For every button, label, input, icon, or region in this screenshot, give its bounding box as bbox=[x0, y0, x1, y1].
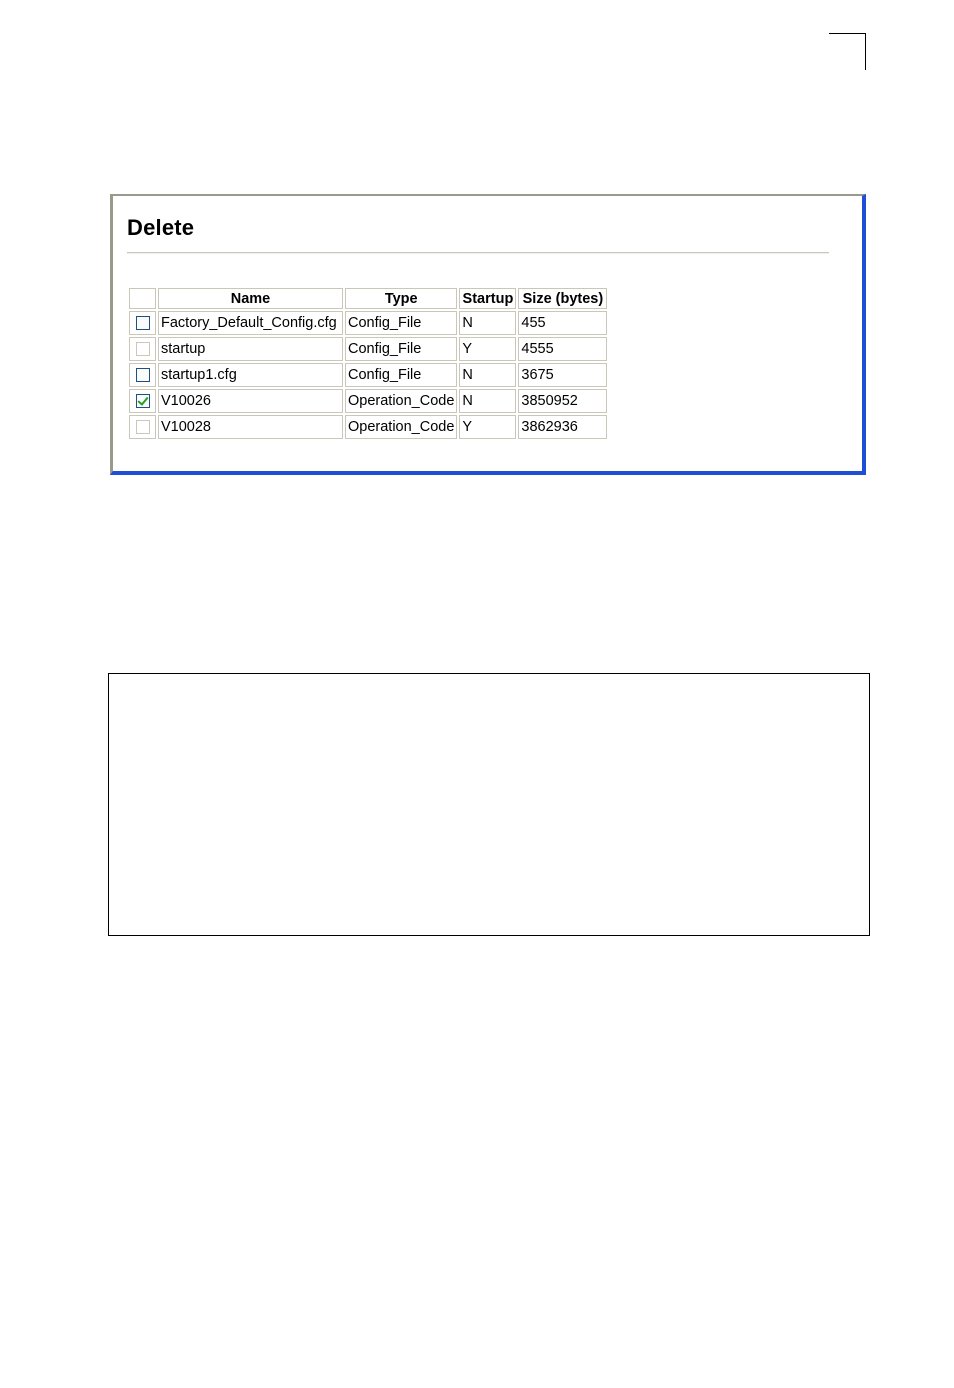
file-startup: N bbox=[459, 363, 516, 387]
file-startup: N bbox=[459, 389, 516, 413]
file-name: V10028 bbox=[158, 415, 343, 439]
table-header-row bbox=[129, 288, 607, 309]
delete-checkbox[interactable] bbox=[136, 368, 150, 382]
delete-panel bbox=[110, 194, 866, 475]
file-size: 455 bbox=[518, 311, 607, 335]
table-row bbox=[129, 415, 607, 439]
file-startup: Y bbox=[459, 337, 516, 361]
file-name: V10026 bbox=[158, 389, 343, 413]
select-cell bbox=[129, 389, 156, 413]
table-row bbox=[129, 389, 607, 413]
delete-checkbox[interactable] bbox=[136, 316, 150, 330]
file-type: Operation_Code bbox=[345, 389, 457, 413]
header-type: Type bbox=[345, 288, 457, 309]
file-startup: Y bbox=[459, 415, 516, 439]
page-title: Delete bbox=[127, 215, 195, 240]
empty-frame bbox=[108, 673, 870, 936]
table-row bbox=[129, 311, 607, 335]
file-type: Operation_Code bbox=[345, 415, 457, 439]
title-divider bbox=[127, 252, 829, 254]
file-type: Config_File bbox=[345, 337, 457, 361]
header-size: Size (bytes) bbox=[518, 288, 607, 309]
file-size: 3675 bbox=[518, 363, 607, 387]
page-corner-mark bbox=[829, 33, 866, 70]
file-size: 3862936 bbox=[518, 415, 607, 439]
select-cell bbox=[129, 363, 156, 387]
select-cell bbox=[129, 311, 156, 335]
delete-checkbox bbox=[136, 342, 150, 356]
file-type: Config_File bbox=[345, 311, 457, 335]
table-row bbox=[129, 337, 607, 361]
delete-checkbox[interactable] bbox=[136, 394, 150, 408]
select-cell bbox=[129, 415, 156, 439]
header-startup: Startup bbox=[459, 288, 516, 309]
header-select bbox=[129, 288, 156, 309]
header-name: Name bbox=[158, 288, 343, 309]
delete-checkbox bbox=[136, 420, 150, 434]
file-size: 4555 bbox=[518, 337, 607, 361]
file-startup: N bbox=[459, 311, 516, 335]
file-name: Factory_Default_Config.cfg bbox=[158, 311, 343, 335]
select-cell bbox=[129, 337, 156, 361]
file-name: startup1.cfg bbox=[158, 363, 343, 387]
file-name: startup bbox=[158, 337, 343, 361]
file-size: 3850952 bbox=[518, 389, 607, 413]
file-type: Config_File bbox=[345, 363, 457, 387]
file-table bbox=[127, 286, 609, 441]
table-row bbox=[129, 363, 607, 387]
